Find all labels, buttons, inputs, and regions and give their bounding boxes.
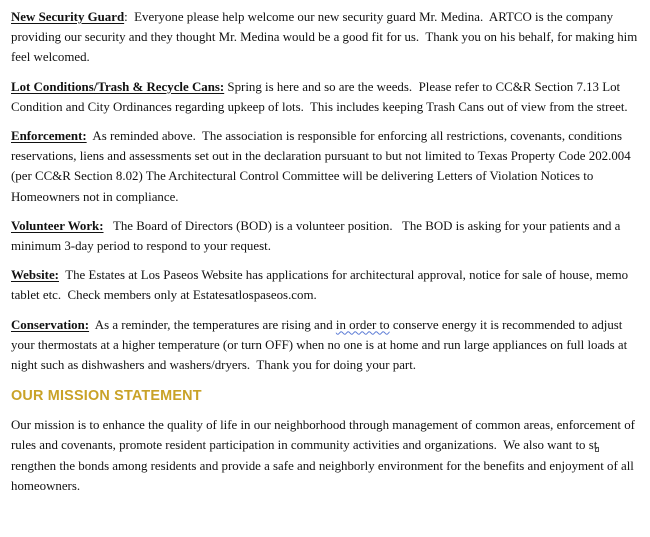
conservation-heading: Conservation: xyxy=(11,317,90,332)
security-guard-body: Everyone please help welcome our new security guard Mr. Medina. ARTCO is the company providing our security and they thought Mr. Medina would be a good fit for us. Thank you on his behalf, for making him feel welcomed. xyxy=(11,10,641,65)
conservation-body-start: As a reminder, the temperatures are rising and xyxy=(89,317,336,332)
volunteer-paragraph xyxy=(11,216,639,256)
website-body: The Estates at Los Paseos Website has applications for architectural approval, notice for sale of house, memo tablet etc. Check members only at Estatesatlospaseos.com. xyxy=(11,268,632,303)
conservation-paragraph xyxy=(11,315,639,376)
security-guard-heading: New Security Guard xyxy=(11,10,125,24)
volunteer-heading: Volunteer Work: xyxy=(11,218,104,233)
security-guard-paragraph xyxy=(11,7,639,68)
enforcement-heading: Enforcement: xyxy=(11,129,87,144)
grammar-flagged-phrase[interactable]: in order to xyxy=(335,317,390,332)
volunteer-body: The Board of Directors (BOD) is a volunteer position. The BOD is asking for your patients and a minimum 3-day period to respond to your request. xyxy=(11,218,624,254)
mission-body-start: Our mission is to enhance the quality of life in our neighborhood through management of common areas, enforcement of rules and covenants, promote resident participation in community activities and organizations. We also want to st xyxy=(11,418,639,453)
lot-conditions-paragraph xyxy=(11,77,639,117)
website-paragraph xyxy=(11,265,639,305)
lot-conditions-body: Spring is here and so are the weeds. Please refer to CC&R Section 7.13 Lot Condition and City Ordinances regarding upkeep of lots. This includes keeping Trash Cans out of view from the street. xyxy=(11,79,628,114)
mission-statement-title: OUR MISSION STATEMENT xyxy=(11,388,202,405)
lot-conditions-heading: Lot Conditions/Trash & Recycle Cans: xyxy=(11,79,225,94)
text-cursor-icon xyxy=(595,447,599,452)
website-heading: Website: xyxy=(11,268,59,283)
enforcement-body: As reminded above. The association is responsible for enforcing all restrictions, covenants, conditions reservations, liens and assessments set out in the declaration pursuant to but not limited to Texas Property Code 202.004 (per CC&R Section 8.02) The Architectural Control Committee will be delivering Letters of Violation Notices to Homeowners not in compliance. xyxy=(11,129,634,204)
conservation-body-end: conserve energy it is recommended to adjust your thermostats at a higher temperature (or turn OFF) when no one is at home and run large appliances on full loads at night such as dishwashers and washers/dryers. Thank you for doing your part. xyxy=(11,317,631,373)
mission-body-end: rengthen the bonds among residents and provide a safe and neighborly environment for the benefits and enjoyment of all homeowners. xyxy=(11,458,638,493)
enforcement-paragraph xyxy=(11,126,639,207)
mission-statement-paragraph xyxy=(11,415,639,496)
security-guard-colon: : xyxy=(124,10,128,24)
